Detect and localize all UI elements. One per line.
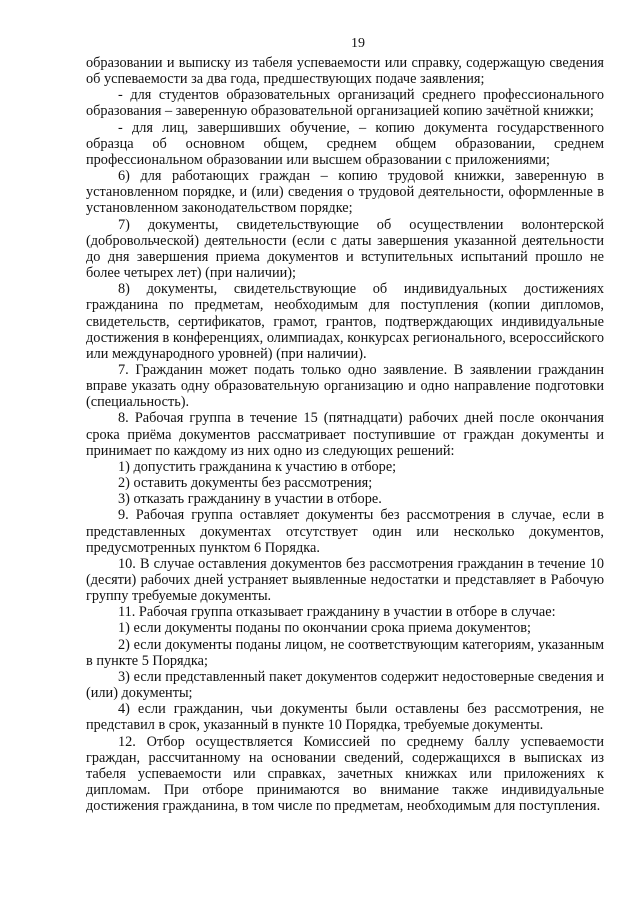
paragraph-clause-10: 10. В случае оставления документов без рассмотрения гражданин в течение 10 (десяти) рабочих дней устраняет выявленные недостатки и представляет в Рабочую группу требуемые документы. (86, 555, 604, 605)
paragraph-clause-9: 9. Рабочая группа оставляет документы без рассмотрения в случае, если в представленных документах отсутствует один или несколько документов, предусмотренных пунктом 6 Порядка. (86, 507, 604, 556)
paragraph-item-7: 7) документы, свидетельствующие об осуществлении волонтерской (добровольческой) деятельности (если с даты завершения указанной деятельности до дня завершения приема документов и вступительных испытаний прошло не более четырех лет) (при наличии); (86, 216, 604, 282)
paragraph-students-spo: - для студентов образовательных организаций среднего профессионального образования – заверенную образовательной организацией копию зачётной книжки; (86, 87, 604, 120)
paragraph-decision-3: 3) отказать гражданину в участии в отборе. (118, 491, 382, 508)
paragraph-refusal-4: 4) если гражданин, чьи документы были оставлены без рассмотрения, не представил в срок, указанный в пункте 10 Порядка, требуемые документы. (86, 701, 604, 734)
paragraph-decision-2: 2) оставить документы без рассмотрения; (118, 475, 373, 492)
paragraph-clause-7: 7. Гражданин может подать только одно заявление. В заявлении гражданин вправе указать одну образовательную организацию и одно направление подготовки (специальность). (86, 361, 604, 411)
paragraph-continuation: образовании и выписку из табеля успеваемости или справку, содержащую сведения об успеваемости за два года, предшествующих подаче заявления; (86, 55, 604, 88)
paragraph-refusal-1: 1) если документы поданы по окончании срока приема документов; (118, 620, 531, 637)
paragraph-clause-11: 11. Рабочая группа отказывает гражданину в участии в отборе в случае: (118, 604, 556, 621)
paragraph-refusal-3: 3) если представленный пакет документов содержит недостоверные сведения и (или) документы; (86, 668, 604, 702)
paragraph-decision-1: 1) допустить гражданина к участию в отборе; (118, 458, 397, 475)
paragraph-refusal-2: 2) если документы поданы лицом, не соответствующим категориям, указанным в пункте 5 Порядка; (86, 636, 604, 669)
page-number: 19 (351, 36, 365, 51)
paragraph-item-6: 6) для работающих граждан – копию трудовой книжки, заверенную в установленном порядке, и (или) сведения о трудовой деятельности, оформленные в установленном законодательством порядке; (86, 168, 604, 217)
paragraph-clause-8: 8. Рабочая группа в течение 15 (пятнадцати) рабочих дней после окончания срока приёма документов рассматривает поступившие от граждан документы и принимает по каждому из них одно из следующих решений: (86, 410, 604, 459)
paragraph-graduates: - для лиц, завершивших обучение, – копию документа государственного образца об основном общем, среднем общем образовании, среднем профессиональном образовании или высшем образовании с приложениями; (86, 119, 604, 168)
paragraph-item-8: 8) документы, свидетельствующие об индивидуальных достижениях гражданина по предметам, необходимым для поступления (копии дипломов, свидетельств, сертификатов, грамот, грантов, подтверждающих индивидуальные достижения в конференциях, олимпиадах, конкурсах регионального, всероссийского или международного уровней) (при наличии). (86, 281, 604, 362)
paragraph-clause-12: 12. Отбор осуществляется Комиссией по среднему баллу успеваемости граждан, рассчитанному на основании сведений, содержащихся в выписках из табеля успеваемости или справках, зачетных книжках или приложениях к дипломам. При отборе принимаются во внимание также индивидуальные достижения гражданина, в том числе по предметам, необходимым для поступления. (86, 733, 604, 815)
